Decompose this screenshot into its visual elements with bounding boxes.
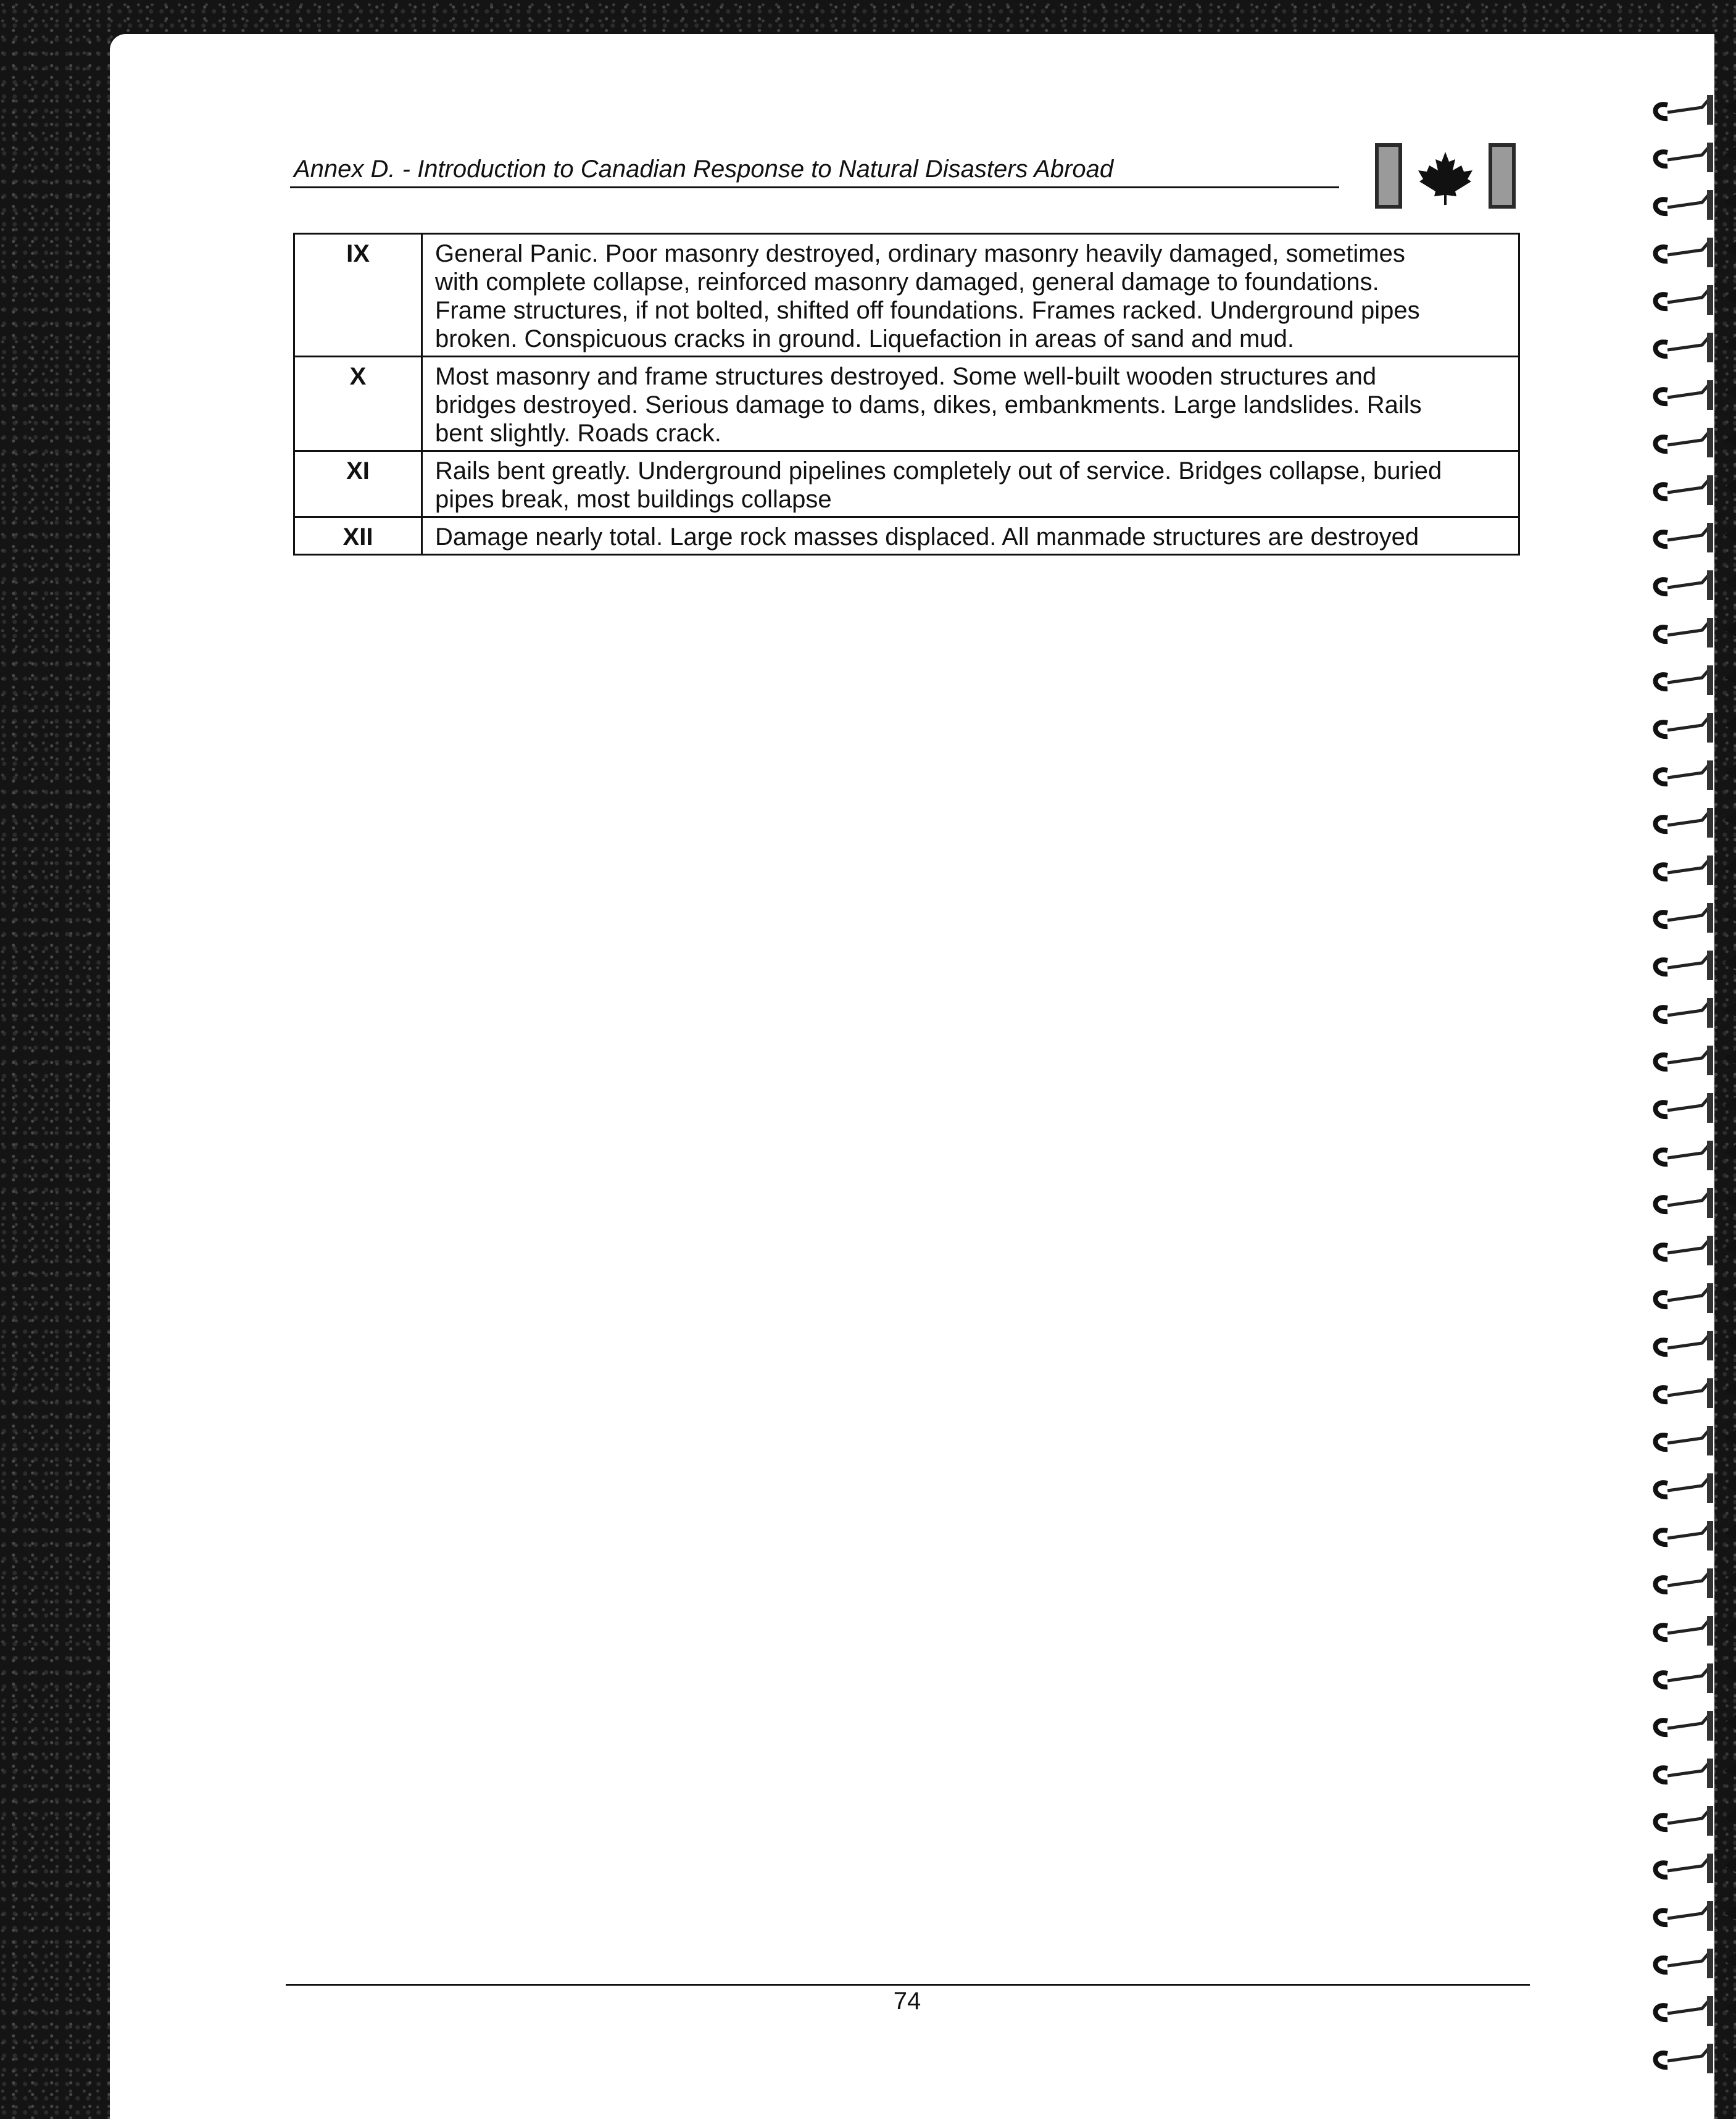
spiral-loop	[1656, 1141, 1736, 1170]
description-line: bent slightly. Roads crack.	[435, 420, 721, 447]
spiral-loop	[1656, 1426, 1736, 1455]
intensity-description	[422, 451, 1519, 517]
spiral-loop	[1656, 1663, 1736, 1693]
spiral-loop	[1656, 1093, 1736, 1123]
spiral-loop	[1656, 951, 1736, 980]
spiral-binding	[1643, 93, 1736, 2119]
spiral-loop	[1656, 1188, 1736, 1218]
description-line: pipes break, most buildings collapse	[435, 486, 832, 513]
spiral-loop	[1656, 1759, 1736, 1788]
spiral-loop	[1656, 1378, 1736, 1408]
spiral-loop	[1656, 1996, 1736, 2026]
spiral-loop	[1656, 333, 1736, 362]
description-line: Most masonry and frame structures destroyed. Some well-built wooden structures and	[435, 363, 1377, 390]
description-line: broken. Conspicuous cracks in ground. Liquefaction in areas of sand and mud.	[435, 325, 1294, 352]
spiral-loop	[1656, 903, 1736, 933]
description-line: with complete collapse, reinforced masonry damaged, general damage to foundations.	[435, 269, 1379, 296]
description-line: General Panic. Poor masonry destroyed, ordinary masonry heavily damaged, sometimes	[435, 240, 1405, 267]
table-row	[294, 357, 1519, 451]
intensity-description	[422, 357, 1519, 451]
spiral-loop	[1656, 1236, 1736, 1265]
spiral-loop	[1656, 618, 1736, 647]
spiral-loop	[1656, 2044, 1736, 2073]
spiral-loop	[1656, 1854, 1736, 1883]
intensity-level: XII	[294, 517, 422, 555]
table-row	[294, 451, 1519, 517]
spiral-loop	[1656, 998, 1736, 1028]
description-line: Frame structures, if not bolted, shifted off foundations. Frames racked. Underground pipes	[435, 297, 1420, 324]
header-divider	[290, 186, 1339, 188]
spiral-loop	[1656, 1046, 1736, 1075]
spiral-loop	[1656, 475, 1736, 505]
spiral-loop	[1656, 713, 1736, 743]
spiral-loop	[1656, 1521, 1736, 1551]
spiral-loop	[1656, 1616, 1736, 1646]
spiral-loop	[1656, 570, 1736, 600]
description-line: Rails bent greatly. Underground pipelines completely out of service. Bridges collapse, buried	[435, 457, 1442, 485]
intensity-level: IX	[294, 234, 422, 357]
spiral-loop	[1656, 1711, 1736, 1741]
description-line: Damage nearly total. Large rock masses displaced. All manmade structures are destroyed	[435, 523, 1419, 551]
intensity-scale-table	[293, 233, 1520, 556]
spiral-loop	[1656, 1901, 1736, 1931]
footer-divider	[286, 1984, 1530, 1986]
intensity-description	[422, 517, 1519, 555]
intensity-description	[422, 234, 1519, 357]
spiral-loop	[1656, 1806, 1736, 1836]
table-row	[294, 234, 1519, 357]
spiral-loop	[1656, 1568, 1736, 1598]
spiral-loop	[1656, 428, 1736, 457]
spiral-loop	[1656, 190, 1736, 220]
spiral-loop	[1656, 143, 1736, 172]
spiral-loop	[1656, 95, 1736, 125]
spiral-loop	[1656, 1283, 1736, 1313]
spiral-loop	[1656, 523, 1736, 552]
spiral-loop	[1656, 856, 1736, 885]
table-row	[294, 517, 1519, 555]
intensity-level: XI	[294, 451, 422, 517]
spiral-loop	[1656, 760, 1736, 790]
spiral-loop	[1656, 1473, 1736, 1503]
page-header-title: Annex D. - Introduction to Canadian Response to Natural Disasters Abroad	[294, 156, 1114, 183]
spiral-loop	[1656, 285, 1736, 315]
spiral-loop	[1656, 380, 1736, 410]
canada-flag-logo	[1374, 141, 1517, 211]
page-number: 74	[893, 1988, 921, 2015]
spiral-loop	[1656, 665, 1736, 695]
spiral-loop	[1656, 1949, 1736, 1978]
description-line: bridges destroyed. Serious damage to dams, dikes, embankments. Large landslides. Rails	[435, 391, 1422, 418]
spiral-loop	[1656, 1331, 1736, 1360]
spiral-loop	[1656, 808, 1736, 838]
spiral-loop	[1656, 238, 1736, 267]
intensity-level: X	[294, 357, 422, 451]
